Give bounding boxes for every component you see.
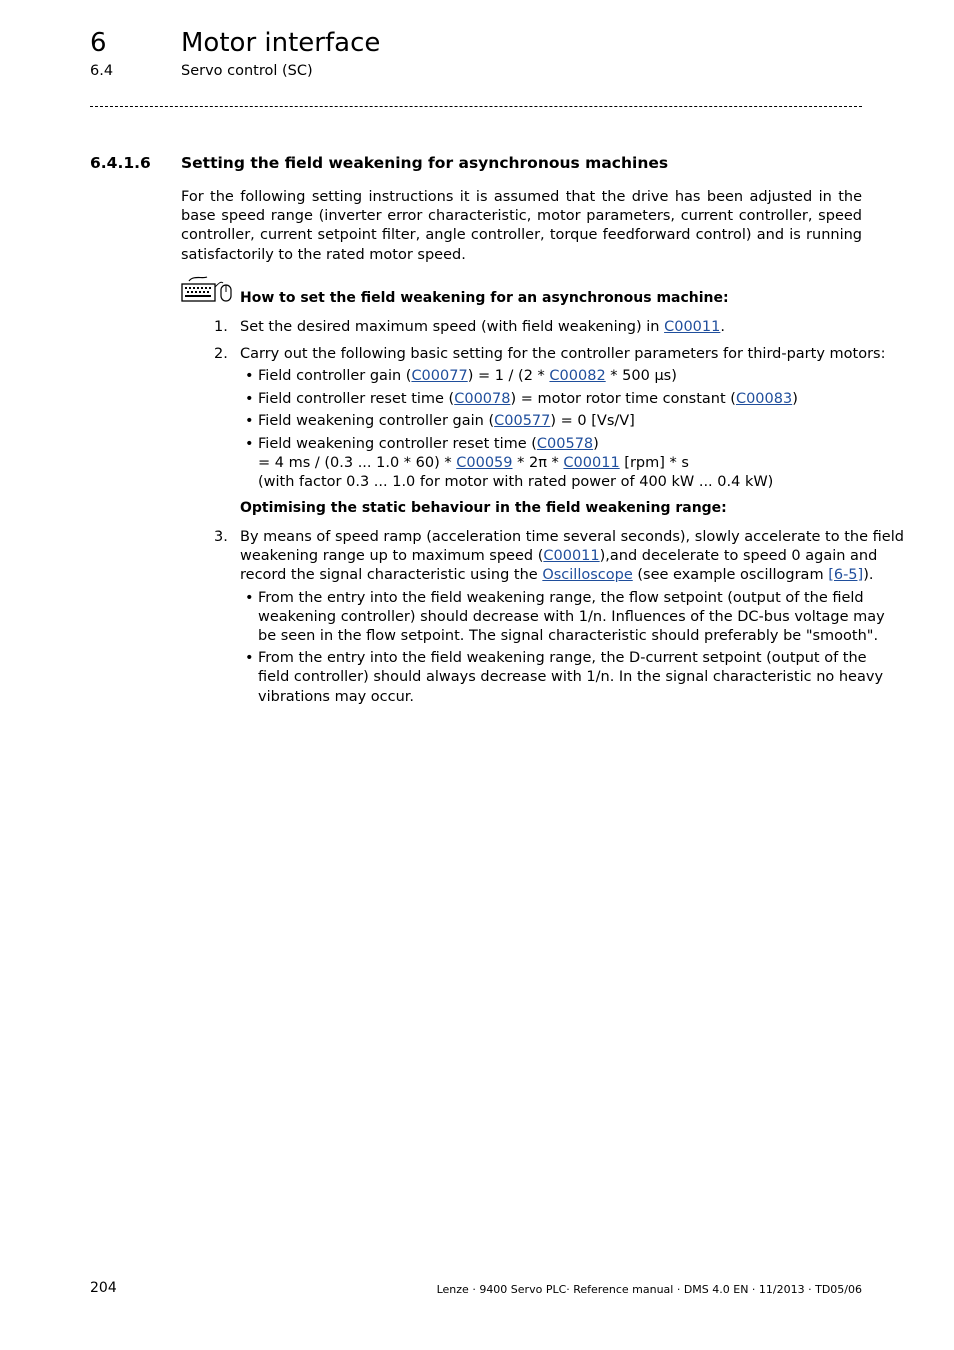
bullet: •: [245, 590, 254, 606]
bullet: •: [245, 436, 254, 452]
text: ) = 1 / (2 *: [467, 368, 550, 384]
step-3-line-1: By means of speed ramp (acceleration time several seconds), slowly accelerate to the field: [240, 529, 904, 545]
link-c00082[interactable]: C00082: [549, 368, 606, 384]
text: (see example oscillogram: [632, 567, 829, 583]
step-2-bullet-4-line-3: (with factor 0.3 ... 1.0 for motor with rated power of 400 kW ... 0.4 kW): [258, 474, 774, 490]
link-oscillogram-6-5[interactable]: [6-5]: [828, 567, 864, 583]
step-2-bullet-3: [258, 412, 635, 431]
page-number: 204: [90, 1280, 117, 1296]
link-c00077[interactable]: C00077: [411, 368, 468, 384]
subsection-number: 6.4.1.6: [90, 154, 151, 172]
footer-document-info: Lenze · 9400 Servo PLC· Reference manual · DMS 4.0 EN · 11/2013 · TD05/06: [436, 1283, 862, 1296]
text: ): [792, 391, 798, 407]
text: Field weakening controller gain (: [258, 413, 495, 429]
step-3-bullet-1-line-2: weakening controller) should decrease with 1/n. Influences of the DC-bus voltage may: [258, 609, 885, 625]
text: ): [593, 436, 599, 452]
step-2-bullet-1: [258, 367, 677, 386]
step-3-line-3: [240, 566, 873, 585]
bullet: •: [245, 413, 254, 429]
text: * 500 µs): [605, 368, 677, 384]
step-3-line-2: [240, 547, 877, 566]
step-2-text: Carry out the following basic setting for the controller parameters for third-party motors:: [240, 346, 886, 362]
text: ).: [863, 567, 874, 583]
step-3-bullet-1-line-1: From the entry into the field weakening range, the flow setpoint (output of the field: [258, 590, 864, 606]
text: ) = motor rotor time constant (: [510, 391, 736, 407]
section-title: Servo control (SC): [181, 63, 313, 79]
text: ),and decelerate to speed 0 again and: [599, 548, 878, 564]
step-2-number: 2.: [214, 346, 228, 362]
step-1-text-a: Set the desired maximum speed (with field weakening) in: [240, 319, 665, 335]
text: record the signal characteristic using the: [240, 567, 543, 583]
chapter-number: 6: [90, 28, 107, 58]
step-3-bullet-2-line-3: vibrations may occur.: [258, 689, 415, 705]
link-oscilloscope[interactable]: Oscilloscope: [542, 567, 633, 583]
intro-paragraph: For the following setting instructions it is assumed that the drive has been adjusted in the base speed range (inverter error characteristic, motor parameters, current controller, speed controller, current setpoint filter, angle controller, torque feedforward control) and is running satisfactorily to the rated motor speed.: [181, 189, 862, 263]
header-divider: [90, 106, 862, 107]
step-2-bullet-2: [258, 390, 798, 409]
step-3-bullet-1-line-3: be seen in the flow setpoint. The signal characteristic should preferably be "smooth".: [258, 628, 879, 644]
subsection-title: Setting the field weakening for asynchronous machines: [181, 154, 669, 172]
howto-heading: How to set the field weakening for an asynchronous machine:: [240, 290, 729, 306]
text: = 4 ms / (0.3 ... 1.0 * 60) *: [258, 455, 457, 471]
link-c00011[interactable]: C00011: [563, 455, 620, 471]
section-number: 6.4: [90, 63, 114, 79]
link-c00011[interactable]: C00011: [664, 319, 721, 335]
link-c00078[interactable]: C00078: [454, 391, 511, 407]
link-c00083[interactable]: C00083: [735, 391, 793, 407]
text: weakening range up to maximum speed (: [240, 548, 544, 564]
text: Field controller gain (: [258, 368, 412, 384]
optimising-heading: Optimising the static behaviour in the field weakening range:: [240, 500, 727, 516]
step-3-number: 3.: [214, 529, 228, 545]
text: [rpm] * s: [619, 455, 689, 471]
step-2-bullet-4-line-1: [258, 435, 599, 454]
bullet: •: [245, 391, 254, 407]
text: ) = 0 [Vs/V]: [550, 413, 635, 429]
step-3-bullet-2-line-1: From the entry into the field weakening range, the D-current setpoint (output of the: [258, 650, 867, 666]
link-c00059[interactable]: C00059: [456, 455, 513, 471]
step-1-text-b: .: [720, 319, 725, 335]
text: Field controller reset time (: [258, 391, 455, 407]
chapter-title: Motor interface: [181, 28, 381, 58]
text: * 2π *: [512, 455, 564, 471]
link-c00011[interactable]: C00011: [543, 548, 600, 564]
keyboard-mouse-icon: [181, 275, 233, 305]
step-1-number: 1.: [214, 319, 228, 335]
bullet: •: [245, 368, 254, 384]
link-c00578[interactable]: C00578: [536, 436, 594, 452]
step-1-text: [240, 318, 725, 337]
link-c00577[interactable]: C00577: [494, 413, 551, 429]
text: Field weakening controller reset time (: [258, 436, 537, 452]
bullet: •: [245, 650, 254, 666]
step-3-bullet-2-line-2: field controller) should always decrease with 1/n. In the signal characteristic no heavy: [258, 669, 884, 685]
step-2-bullet-4-line-2: [258, 454, 689, 473]
